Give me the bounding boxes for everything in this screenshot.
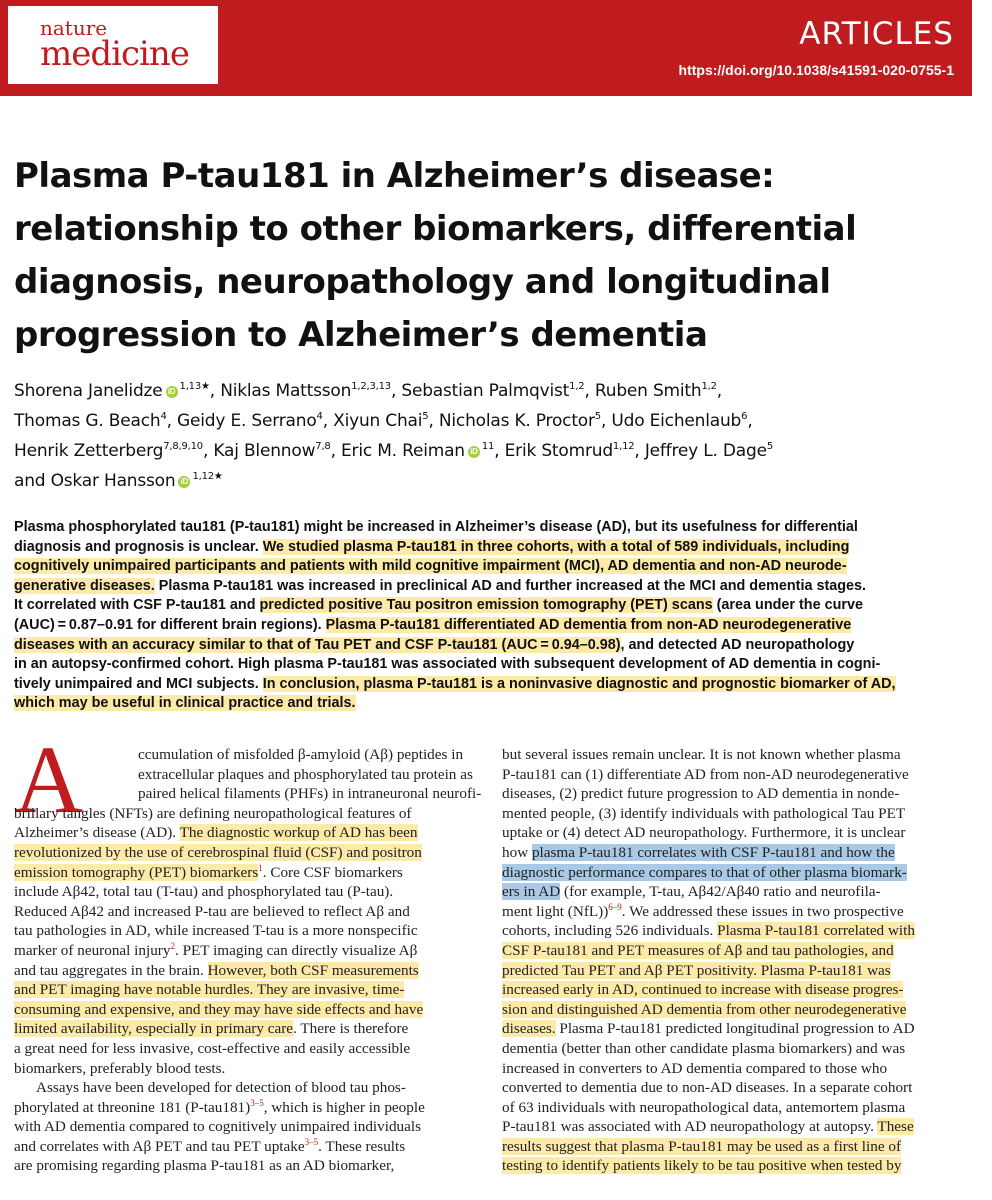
text-run: marker of neuronal injury [14,941,171,959]
text-run: are promising regarding plasma P-tau181 as an AD biomarker, [14,1157,395,1175]
highlighted-text: These [877,1118,914,1136]
highlighted-text: testing to identify patients likely to be tau positive when tested by [502,1157,902,1175]
highlighted-text: revolutionized by the use of cerebrospinal fluid (CSF) and positron [14,843,422,861]
text-run: uptake or (4) detect AD neuropathology. Furthermore, it is unclear [502,824,906,842]
affiliation-marker: 4 [160,411,167,422]
highlighted-text: The diagnostic workup of AD has been [179,824,418,842]
body-text-line [14,823,484,843]
text-run: diseases, (2) predict future progression to AD dementia in nonde- [502,785,900,803]
highlighted-text: sion and distinguished AD dementia from other neurodegenerative [502,1000,907,1018]
highlighted-text: limited availability, especially in primary care [14,1020,294,1038]
body-text-line [502,980,972,1000]
body-text-line [14,1019,484,1039]
affiliation-marker: 7,8 [315,441,331,452]
highlighted-text: However, both CSF measurements [207,961,419,979]
body-text-line [14,1000,484,1020]
body-text-line [14,1039,484,1059]
text-run: . There is therefore [293,1020,409,1038]
title-line: diagnosis, neuropathology and longitudinal [14,262,831,302]
text-run: Plasma P-tau181 predicted longitudinal progression to AD [555,1020,915,1038]
text-run: but several issues remain unclear. It is not known whether plasma [502,746,901,763]
text-run: a great need for less invasive, cost-effective and easily accessible [14,1039,411,1057]
body-text-line [14,1059,484,1079]
title-line: progression to Alzheimer’s dementia [14,315,708,355]
highlighted-text: In conclusion, plasma P-tau181 is a noninvasive diagnostic and prognostic biomarker of AD, [262,675,896,692]
text-run: cohorts, including 526 individuals. [502,922,718,940]
article-title [14,150,954,362]
author-list [14,376,974,496]
text-run: biomarkers, preferably blood tests. [14,1059,226,1077]
text-run: paired helical filaments (PHFs) in intraneuronal neurofi- [138,785,482,803]
body-text-line [14,784,484,804]
text-run: P-tau181 can (1) differentiate AD from non-AD neurodegenerative [502,765,909,783]
body-text-line [502,823,972,843]
affiliation-marker: 5 [594,411,601,422]
body-text-line [502,902,972,922]
abstract-line [14,675,974,695]
body-text-line [502,765,972,785]
highlighted-text: consuming and expensive, and they may have side effects and have [14,1000,424,1018]
abstract [14,518,974,714]
author-name[interactable]: Xiyun Chai [333,411,423,431]
logo-nature-text: nature [40,16,108,40]
body-text-line [502,1039,972,1059]
affiliation-marker: 4 [316,411,323,422]
journal-header [0,0,972,96]
abstract-line [14,557,974,577]
author-name[interactable]: Geidy E. Serrano [177,411,317,431]
body-text-line [502,1098,972,1118]
affiliation-marker: 1,12★ [192,471,223,482]
abstract-line [14,577,974,597]
text-run: phorylated at threonine 181 (P-tau181) [14,1098,251,1116]
affiliation-marker: 5 [766,441,774,452]
text-run: (AUC) = 0.87–0.91 for different brain regions). [14,616,326,633]
body-text-line [502,804,972,824]
highlighted-text: emission tomography (PET) biomarkers [14,863,259,881]
text-run: and correlates with Aβ PET and tau PET uptake [14,1137,305,1155]
affiliation-marker: 1,12 [612,441,635,452]
body-text-line [14,863,484,883]
abstract-line [14,694,974,714]
highlighted-text: Plasma P-tau181 correlated with [717,922,915,940]
highlighted-text: which may be useful in clinical practice and trials. [14,695,356,712]
highlighted-text: diseases. [502,1020,556,1038]
body-text-line [14,882,484,902]
highlighted-text: results suggest that plasma P-tau181 may be used as a first line of [502,1137,902,1155]
body-text-line [14,980,484,1000]
highlighted-text: increased early in AD, continued to increase with disease progres- [502,981,904,999]
reference-citation[interactable]: 6–9 [608,901,622,912]
highlighted-text: ers in AD [502,883,561,901]
text-run: diagnosis and prognosis is unclear. [14,538,263,555]
body-text-line [502,1137,972,1157]
text-run: converted to dementia due to non-AD diseases. In a separate cohort [502,1079,913,1097]
text-run: dementia (better than other candidate plasma biomarkers) and was [502,1039,906,1057]
text-run: how [502,843,532,861]
text-run: ment light (NfL)) [502,902,609,920]
highlighted-text: CSF P-tau181 and PET measures of Aβ and tau pathologies, and [502,941,894,959]
affiliation-marker: 5 [422,411,429,422]
body-text-line [14,941,484,961]
orcid-icon[interactable]: iD [166,386,178,398]
author-name[interactable]: Erik Stomrud [504,441,613,461]
author-name[interactable]: Nicholas K. Proctor [438,411,595,431]
author-name[interactable]: Kaj Blennow [213,441,316,461]
text-run: with AD dementia compared to cognitively unimpaired individuals [14,1118,422,1136]
body-text-line [502,745,972,765]
highlighted-text: We studied plasma P-tau181 in three cohorts, with a total of 589 individuals, including [262,538,850,555]
highlighted-text: diseases with an accuracy similar to that of Tau PET and CSF P-tau181 (AUC = 0.94–0.98) [14,636,621,653]
text-run: (area under the curve [712,597,863,614]
author-name[interactable]: Eric M. Reiman [341,441,465,461]
text-run: Alzheimer’s disease (AD). [14,824,180,842]
abstract-line [14,538,974,558]
author-name[interactable]: and Oskar Hansson [14,471,176,491]
body-text-line [502,1019,972,1039]
text-run: extracellular plaques and phosphorylated tau protein as [138,765,473,783]
text-run: . PET imaging can directly visualize Aβ [174,941,418,959]
abstract-line [14,636,974,656]
body-text-line [14,843,484,863]
author-name[interactable]: Niklas Mattsson [220,381,352,401]
body-text-line [502,843,972,863]
body-text-line [502,1156,972,1176]
doi-link[interactable]: https://doi.org/10.1038/s41591-020-0755-1 [678,62,954,78]
text-run: Reduced Aβ42 and increased P-tau are believed to reflect Aβ and [14,902,410,920]
highlighted-text: predicted positive Tau positron emission tomography (PET) scans [259,597,713,614]
affiliation-marker: 11 [481,441,495,452]
body-text-line [14,745,484,765]
text-run: of 63 individuals with neuropathological data, antemortem plasma [502,1098,906,1116]
abstract-line [14,596,974,616]
highlighted-text: diagnostic performance compares to that of other plasma biomark- [502,863,907,881]
abstract-line [14,655,974,675]
title-line: Plasma P-tau181 in Alzheimer’s disease: [14,156,775,196]
author-line: Shorena Janelidze iD $^{1,13★}$, Niklas Mattsson$^{1,2,3,13}$, Sebastian Palmqvist$^{1,2}$, Ruben Smith$^{1,2}$, [14,381,722,401]
text-run: brillary tangles (NFTs) are defining neuropathological features of [14,804,412,822]
author-name[interactable]: Thomas G. Beach [14,411,161,431]
body-text-line [14,765,484,785]
text-run: , which is higher in people [263,1098,425,1116]
abstract-line [14,518,974,538]
text-run: and tau aggregates in the brain. [14,961,208,979]
body-text-line [502,863,972,883]
body-text-line [502,882,972,902]
body-text-line [502,961,972,981]
body-text-line [502,784,972,804]
body-text-line [14,1156,484,1176]
body-column-right [502,745,972,1176]
affiliation-marker: 1,2 [569,381,585,392]
body-text-line [502,1117,972,1137]
author-name[interactable]: Jeffrey L. Dage [644,441,767,461]
author-name[interactable]: Ruben Smith [594,381,702,401]
abstract-line [14,616,974,636]
drop-cap: A [14,726,84,833]
body-text-line [14,1117,484,1137]
reference-citation[interactable]: 3–5 [250,1097,264,1108]
text-run: Plasma phosphorylated tau181 (P-tau181) might be increased in Alzheimer’s disease (AD), but its usefulness for differential [14,519,858,535]
text-run: . Core CSF biomarkers [262,863,403,881]
author-name[interactable]: Udo Eichenlaub [611,411,742,431]
text-run: (for example, T-tau, Aβ42/Aβ40 ratio and neurofila- [560,883,881,901]
body-text-line [502,921,972,941]
affiliation-marker: 1,13★ [179,381,210,392]
body-text-line [14,1098,484,1118]
author-name[interactable]: Shorena Janelidze [14,381,163,401]
text-run: mented people, (3) identify individuals with pathological Tau PET [502,804,906,822]
body-text-line [14,902,484,922]
body-text-line [14,804,484,824]
text-run: . These results [318,1137,406,1155]
affiliation-marker: 7,8,9,10 [163,441,203,452]
affiliation-marker: 1,2 [701,381,717,392]
affiliation-marker: 6 [741,411,748,422]
text-run: P-tau181 was associated with AD neuropathology at autopsy. [502,1118,878,1136]
body-text-line [14,961,484,981]
body-text-line [502,1078,972,1098]
text-run: Plasma P-tau181 was increased in preclinical AD and further increased at the MCI and dementia stages. [154,577,867,594]
text-run: tively unimpaired and MCI subjects. [14,675,263,692]
affiliation-marker: 1,2,3,13 [351,381,391,392]
body-text-line [14,921,484,941]
orcid-icon[interactable]: iD [468,446,480,458]
text-run: in an autopsy-confirmed cohort. High plasma P-tau181 was associated with subsequent development of AD dementia in cogni- [14,656,881,673]
body-text-line [14,1137,484,1157]
text-run: ccumulation of misfolded β-amyloid (Aβ) peptides in [138,746,464,763]
body-text-line [502,1000,972,1020]
text-run: It correlated with CSF P-tau181 and [14,597,260,614]
text-run: . We addressed these issues in two prospective [621,902,904,920]
text-run: , and detected AD neuropathology [620,636,855,653]
highlighted-text: plasma P-tau181 correlates with CSF P-tau181 and how the [531,843,895,861]
text-run: tau pathologies in AD, while increased T-tau is a more nonspecific [14,922,418,940]
text-run: include Aβ42, total tau (T-tau) and phosphorylated tau (P-tau). [14,883,394,901]
section-label: ARTICLES [799,16,954,52]
reference-citation[interactable]: 3–5 [304,1136,319,1147]
text-run: Assays have been developed for detection of blood tau phos- [36,1079,406,1097]
orcid-icon[interactable]: iD [178,476,190,488]
body-column-left [14,745,484,1176]
highlighted-text: predicted Tau PET and Aβ PET positivity. Plasma P-tau181 was [502,961,891,979]
logo-medicine-text: medicine [40,34,189,74]
reference-citation[interactable]: 2 [170,940,175,951]
body-text-line [14,1078,484,1098]
journal-logo[interactable] [8,6,218,84]
highlighted-text: generative diseases. [14,577,155,594]
reference-citation[interactable]: 1 [258,862,263,873]
text-run: increased in converters to AD dementia compared to those who [502,1059,888,1077]
highlighted-text: and PET imaging have notable hurdles. They are invasive, time- [14,981,405,999]
author-name[interactable]: Sebastian Palmqvist [401,381,570,401]
highlighted-text: cognitively unimpaired participants and patients with mild cognitive impairment (MCI), AD dementia and non-AD neurode- [14,558,847,575]
body-text-line [502,1059,972,1079]
highlighted-text: Plasma P-tau181 differentiated AD dementia from non-AD neurodegenerative [325,616,852,633]
author-name[interactable]: Henrik Zetterberg [14,441,164,461]
title-line: relationship to other biomarkers, differential [14,209,857,249]
body-text-line [502,941,972,961]
author-line: Henrik Zetterberg$^{7,8,9,10}$, Kaj Blennow$^{7,8}$, Eric M. Reiman iD $^{11}$, Erik Stomrud$^{1,12}$, Jeffrey L. Dage$^5$ [14,441,774,461]
author-line: Thomas G. Beach$^4$, Geidy E. Serrano$^4$, Xiyun Chai$^5$, Nicholas K. Proctor$^5$, Udo Eichenlaub$^6$, [14,411,753,431]
author-line [14,466,974,496]
